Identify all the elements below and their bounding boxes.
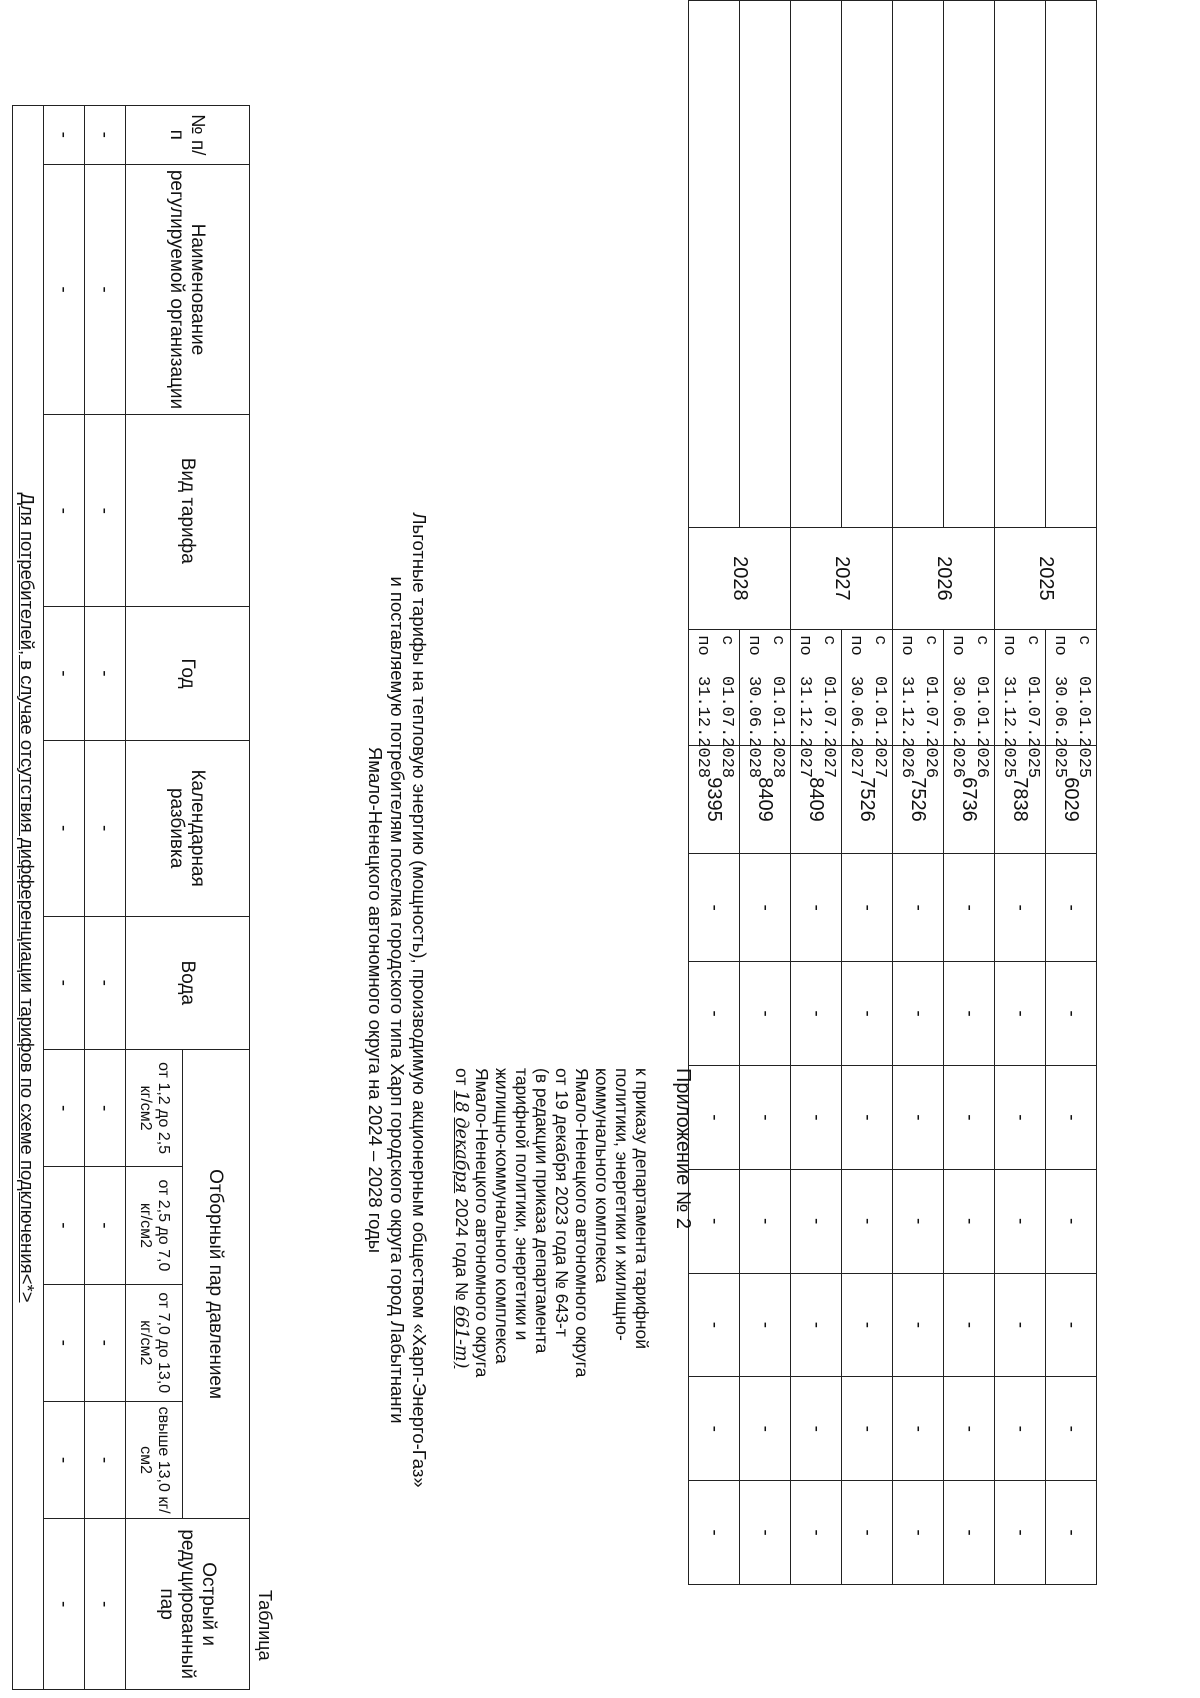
year-cell: 2027 (791, 527, 893, 630)
dash-cell: - (842, 1377, 893, 1481)
annex-line: политики, энергетики и жилищно- (612, 1068, 632, 1341)
period-start: с 01.01.2025 (1074, 635, 1093, 779)
period-end: по 31.12.2027 (795, 635, 814, 779)
period-end: по 31.12.2026 (897, 635, 916, 779)
top-table-row (740, 1, 791, 1585)
dash-cell: - (740, 1481, 791, 1585)
header-year: Год (126, 607, 250, 740)
header-org: Наименование регулируемой организации (126, 164, 250, 415)
period-cell (689, 630, 740, 779)
period-end: по 30.06.2027 (846, 635, 865, 779)
dash-cell: - (944, 1169, 995, 1273)
dash-cell: - (1046, 1377, 1097, 1481)
period-start: с 01.01.2028 (768, 635, 787, 779)
dash-cell: - (1046, 854, 1097, 962)
dash-cell: - (689, 1481, 740, 1585)
header-steam: Отборный пар давлением (183, 1049, 250, 1518)
annex-date-prefix: от (452, 1068, 472, 1086)
period-start: с 01.07.2025 (1023, 635, 1042, 779)
dash-cell: - (44, 1519, 85, 1690)
blank-cell (995, 1, 1046, 528)
period-start: с 01.07.2027 (819, 635, 838, 779)
dash-cell: - (995, 854, 1046, 962)
dash-cell: - (85, 1519, 126, 1690)
dash-cell: - (740, 1169, 791, 1273)
water-value-cell: 7526 (893, 745, 944, 853)
dash-cell: - (85, 916, 126, 1049)
dash-cell: - (689, 1169, 740, 1273)
period-cell (791, 630, 842, 779)
annex-line: (в редакции приказа департамента (532, 1068, 552, 1354)
annex-date-number: 661-т) (451, 1305, 471, 1369)
dash-cell: - (893, 962, 944, 1066)
dash-cell: - (1046, 1065, 1097, 1169)
dash-cell: - (85, 607, 126, 740)
blank-cell (893, 1, 944, 528)
dash-cell: - (44, 1167, 85, 1284)
blank-cell (944, 1, 995, 528)
annex-line: коммунального комплекса (592, 1068, 612, 1283)
dash-cell: - (1046, 962, 1097, 1066)
title-line-2: и поставляемую потребителям поселка городского типа Харп городского округа город Лабытнанги (387, 576, 408, 1424)
top-table-row (791, 1, 842, 1585)
dash-cell: - (791, 1065, 842, 1169)
annex-line: к приказу департамента тарифной (632, 1068, 652, 1350)
period-start: с 01.07.2026 (921, 635, 940, 779)
dash-cell: - (995, 1377, 1046, 1481)
period-cell (1046, 630, 1097, 779)
dash-cell: - (944, 1481, 995, 1585)
period-start: с 01.01.2027 (870, 635, 889, 779)
blank-cell (689, 1, 740, 528)
dash-cell: - (44, 1049, 85, 1166)
title-line-3: Ямало-Ненецкого автономного округа на 2024 – 2028 годы (365, 746, 386, 1254)
dash-cell: - (689, 1065, 740, 1169)
water-value-cell: 8409 (740, 745, 791, 853)
top-table-row (689, 1, 740, 1585)
blank-cell (842, 1, 893, 528)
year-cell: 2028 (689, 527, 791, 630)
top-table-row (944, 1, 995, 1585)
blank-cell (791, 1, 842, 528)
dash-cell: - (791, 1169, 842, 1273)
water-value-cell: 7838 (995, 745, 1046, 853)
dash-cell: - (1046, 1273, 1097, 1377)
dash-cell: - (842, 962, 893, 1066)
dash-cell: - (842, 1273, 893, 1377)
dash-cell: - (85, 164, 126, 415)
dash-cell: - (791, 1481, 842, 1585)
dash-cell: - (44, 106, 85, 165)
dash-cell: - (995, 962, 1046, 1066)
period-cell (740, 630, 791, 779)
header-steam-1: от 1,2 до 2,5 кг/см2 (126, 1049, 183, 1166)
year-cell: 2026 (893, 527, 995, 630)
annex-line: от 19 декабря 2023 года № 643-т (552, 1068, 572, 1337)
annex-date-day: 18 (451, 1090, 471, 1113)
dash-cell: - (995, 1169, 1046, 1273)
dash-row (85, 106, 126, 1690)
dash-cell: - (944, 1273, 995, 1377)
dash-cell: - (893, 1481, 944, 1585)
water-value-cell: 8409 (791, 745, 842, 853)
dash-cell: - (842, 1481, 893, 1585)
dash-row (44, 106, 85, 1690)
header-calendar: Календарная разбивка (126, 740, 250, 916)
dash-cell: - (85, 415, 126, 607)
dash-cell: - (85, 1401, 126, 1518)
period-cell (893, 630, 944, 779)
dash-cell: - (893, 1169, 944, 1273)
dash-cell: - (740, 1065, 791, 1169)
tariff-header-table (12, 105, 250, 1690)
water-value-cell: 7526 (842, 745, 893, 853)
period-start: с 01.07.2028 (717, 635, 736, 779)
dash-cell: - (893, 1377, 944, 1481)
dash-cell: - (689, 1273, 740, 1377)
header-num: № п/п (126, 106, 250, 165)
dash-cell: - (995, 1273, 1046, 1377)
dash-cell: - (740, 854, 791, 962)
dash-cell: - (944, 854, 995, 962)
header-steam-4: свыше 13,0 кг/см2 (126, 1401, 183, 1518)
water-value-cell: 6736 (944, 745, 995, 853)
period-end: по 30.06.2028 (744, 635, 763, 779)
tariff-values-table (688, 0, 1097, 1585)
dash-cell: - (791, 854, 842, 962)
footnote: Для потребителей, в случае отсутствия дифференциации тарифов по схеме подключения<*> (13, 106, 44, 1690)
blank-cell (740, 1, 791, 528)
period-end: по 30.06.2026 (948, 635, 967, 779)
title-line-1: Льготные тарифы на тепловую энергию (мощность), производимую акционерным обществом «Харп-Энерго-Газ» (409, 512, 430, 1488)
dash-cell: - (689, 962, 740, 1066)
annex-date-month: декабря (451, 1117, 471, 1194)
dash-cell: - (85, 106, 126, 165)
water-value-cell: 9395 (689, 745, 740, 853)
period-end: по 31.12.2025 (999, 635, 1018, 779)
dash-cell: - (995, 1065, 1046, 1169)
annex-date-line (451, 1068, 472, 1398)
dash-cell: - (842, 1065, 893, 1169)
header-steam-2: от 2,5 до 7,0 кг/см2 (126, 1167, 183, 1284)
period-end: по 30.06.2025 (1050, 635, 1069, 779)
dash-cell: - (791, 1377, 842, 1481)
dash-cell: - (85, 1049, 126, 1166)
dash-cell: - (740, 1377, 791, 1481)
dash-cell: - (842, 854, 893, 962)
header-steam-3: от 7,0 до 13,0 кг/см2 (126, 1284, 183, 1401)
water-value-cell: 6029 (1046, 745, 1097, 853)
dash-cell: - (85, 1284, 126, 1401)
dash-cell: - (1046, 1481, 1097, 1585)
dash-cell: - (893, 854, 944, 962)
dash-cell: - (944, 1065, 995, 1169)
dash-cell: - (944, 1377, 995, 1481)
period-cell (944, 630, 995, 779)
dash-cell: - (740, 1273, 791, 1377)
dash-cell: - (44, 607, 85, 740)
header-sharp: Острый и редуцированный пар (126, 1519, 250, 1690)
annex-line: жилищно-коммунального комплекса (492, 1068, 512, 1364)
table-label: Таблица (255, 1590, 275, 1661)
period-start: с 01.01.2026 (972, 635, 991, 779)
annex-title: Приложение № 2 (672, 1068, 694, 1229)
annex-line: Ямало-Ненецкого автономного округа (472, 1068, 492, 1378)
period-cell (995, 630, 1046, 779)
annex-date-year: 2024 года № (452, 1198, 472, 1301)
dash-cell: - (995, 1481, 1046, 1585)
blank-cell (1046, 1, 1097, 528)
dash-cell: - (85, 1167, 126, 1284)
document-title (364, 500, 430, 1500)
dash-cell: - (85, 740, 126, 916)
dash-cell: - (44, 1284, 85, 1401)
dash-cell: - (893, 1273, 944, 1377)
dash-cell: - (1046, 1169, 1097, 1273)
dash-cell: - (44, 1401, 85, 1518)
period-cell (842, 630, 893, 779)
dash-cell: - (44, 415, 85, 607)
dash-cell: - (689, 854, 740, 962)
dash-cell: - (44, 740, 85, 916)
dash-cell: - (791, 962, 842, 1066)
top-table-row (893, 1, 944, 1585)
dash-cell: - (893, 1065, 944, 1169)
annex-line: тарифной политики, энергетики и (512, 1068, 532, 1341)
top-table-row (995, 1, 1046, 1585)
top-table-row (842, 1, 893, 1585)
dash-cell: - (842, 1169, 893, 1273)
dash-cell: - (44, 916, 85, 1049)
period-end: по 31.12.2028 (693, 635, 712, 779)
dash-cell: - (944, 962, 995, 1066)
year-cell: 2025 (995, 527, 1097, 630)
dash-cell: - (791, 1273, 842, 1377)
dash-cell: - (689, 1377, 740, 1481)
header-water: Вода (126, 916, 250, 1049)
dash-cell: - (44, 164, 85, 415)
annex-line: Ямало-Ненецкого автономного округа (572, 1068, 592, 1378)
dash-cell: - (740, 962, 791, 1066)
top-table-row (1046, 1, 1097, 1585)
header-type: Вид тарифа (126, 415, 250, 607)
annex-text (451, 1068, 652, 1398)
